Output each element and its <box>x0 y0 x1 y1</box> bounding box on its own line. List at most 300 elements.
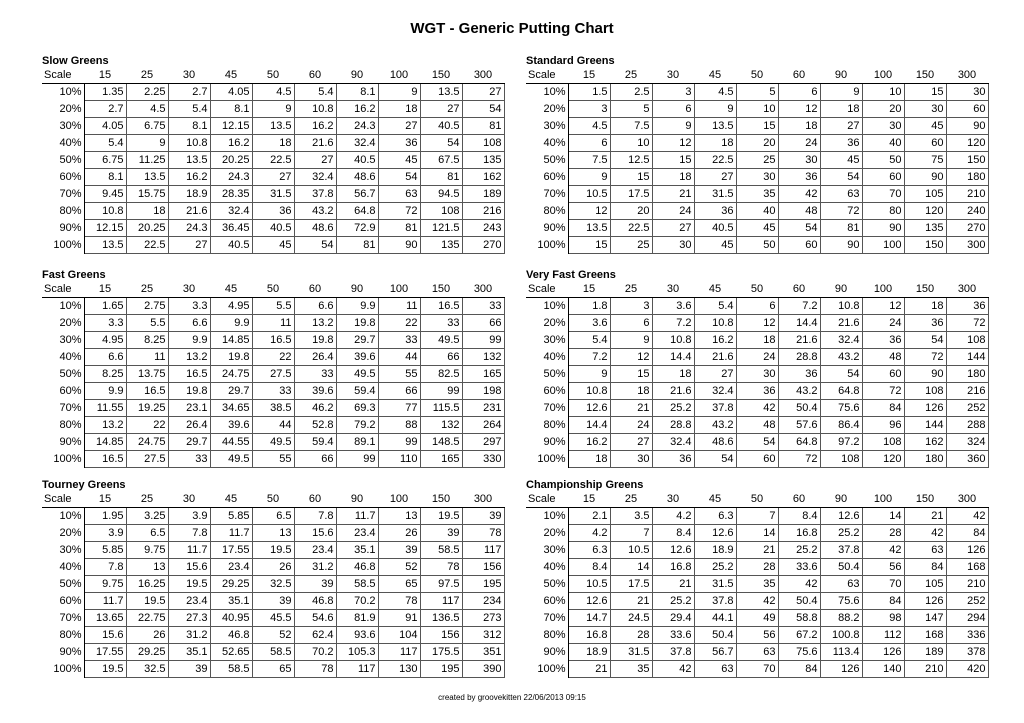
scale-label: 100% <box>42 237 84 254</box>
table-cell: 99 <box>420 383 462 400</box>
table-cell: 7.8 <box>294 508 336 525</box>
table-cell: 3.6 <box>568 315 610 332</box>
table-cell: 12 <box>610 349 652 366</box>
table-cell: 21 <box>652 186 694 203</box>
table-cell: 20 <box>610 203 652 220</box>
table-cell: 78 <box>420 559 462 576</box>
table-cell: 189 <box>904 644 946 661</box>
table-cell: 2.5 <box>610 84 652 101</box>
table-cell: 44.55 <box>210 434 252 451</box>
table-cell: 11.7 <box>84 593 126 610</box>
table-cell: 79.2 <box>336 417 378 434</box>
table-cell: 10.8 <box>652 332 694 349</box>
distance-header: 60 <box>294 492 336 508</box>
table-cell: 42 <box>736 400 778 417</box>
table-cell: 27 <box>168 237 210 254</box>
table-cell: 22.5 <box>694 152 736 169</box>
table-cell: 9.75 <box>84 576 126 593</box>
table-row <box>42 84 504 101</box>
table-cell: 78 <box>378 593 420 610</box>
table-cell: 32.5 <box>126 661 168 678</box>
scale-header: Scale <box>42 492 84 508</box>
table-cell: 19.5 <box>252 542 294 559</box>
table-cell: 14 <box>862 508 904 525</box>
table-cell: 39.6 <box>294 383 336 400</box>
table-cell: 45 <box>904 118 946 135</box>
table-cell: 39 <box>168 661 210 678</box>
table-row <box>526 559 988 576</box>
putting-table <box>42 492 505 678</box>
distance-header: 15 <box>84 68 126 84</box>
table-cell: 75.6 <box>820 400 862 417</box>
table-cell: 33 <box>294 366 336 383</box>
table-cell: 11.55 <box>84 400 126 417</box>
table-row <box>526 451 988 468</box>
table-cell: 30 <box>652 237 694 254</box>
table-cell: 33 <box>378 332 420 349</box>
table-cell: 63 <box>378 186 420 203</box>
table-cell: 39.6 <box>336 349 378 366</box>
table-row <box>526 400 988 417</box>
table-cell: 100.8 <box>820 627 862 644</box>
table-cell: 97.2 <box>820 434 862 451</box>
table-cell: 9 <box>694 101 736 118</box>
table-cell: 36.45 <box>210 220 252 237</box>
table-cell: 156 <box>462 559 504 576</box>
scale-label: 30% <box>42 332 84 349</box>
table-cell: 25 <box>610 237 652 254</box>
table-cell: 40.5 <box>420 118 462 135</box>
table-cell: 36 <box>904 315 946 332</box>
distance-header: 300 <box>946 282 988 298</box>
table-cell: 67.5 <box>420 152 462 169</box>
table-cell: 135 <box>904 220 946 237</box>
table-cell: 14.85 <box>84 434 126 451</box>
table-row <box>42 400 504 417</box>
table-cell: 21 <box>904 508 946 525</box>
table-cell: 12 <box>778 101 820 118</box>
table-cell: 21 <box>610 400 652 417</box>
table-cell: 90 <box>820 237 862 254</box>
table-cell: 21 <box>736 542 778 559</box>
table-cell: 26 <box>252 559 294 576</box>
table-row <box>526 298 988 315</box>
table-cell: 288 <box>946 417 988 434</box>
scale-label: 100% <box>526 451 568 468</box>
table-cell: 30 <box>904 101 946 118</box>
table-cell: 8.4 <box>778 508 820 525</box>
table-cell: 5 <box>610 101 652 118</box>
table-cell: 49.5 <box>252 434 294 451</box>
table-cell: 50.4 <box>778 400 820 417</box>
table-cell: 6.6 <box>168 315 210 332</box>
table-cell: 36 <box>694 203 736 220</box>
table-cell: 24 <box>778 135 820 152</box>
table-cell: 30 <box>736 366 778 383</box>
table-cell: 13.5 <box>168 152 210 169</box>
table-cell: 35.1 <box>336 542 378 559</box>
table-cell: 23.4 <box>210 559 252 576</box>
table-cell: 24.3 <box>336 118 378 135</box>
table-cell: 42 <box>904 525 946 542</box>
table-cell: 18 <box>904 298 946 315</box>
table-cell: 25.2 <box>820 525 862 542</box>
table-row <box>526 661 988 678</box>
table-cell: 59.4 <box>336 383 378 400</box>
table-cell: 44 <box>378 349 420 366</box>
table-cell: 110 <box>378 451 420 468</box>
table-cell: 11 <box>126 349 168 366</box>
table-cell: 162 <box>904 434 946 451</box>
table-cell: 18 <box>820 101 862 118</box>
table-cell: 64.8 <box>778 434 820 451</box>
table-row <box>526 349 988 366</box>
table-cell: 13.75 <box>126 366 168 383</box>
table-cell: 58.5 <box>210 661 252 678</box>
scale-label: 90% <box>526 434 568 451</box>
table-row <box>42 451 504 468</box>
table-row <box>526 186 988 203</box>
table-cell: 108 <box>820 451 862 468</box>
table-cell: 16.2 <box>294 118 336 135</box>
table-cell: 6.75 <box>126 118 168 135</box>
table-cell: 108 <box>862 434 904 451</box>
table-cell: 100 <box>862 237 904 254</box>
table-cell: 52.65 <box>210 644 252 661</box>
table-cell: 63 <box>820 576 862 593</box>
table-cell: 22.5 <box>252 152 294 169</box>
table-cell: 49 <box>736 610 778 627</box>
table-row <box>42 315 504 332</box>
distance-header: 50 <box>252 282 294 298</box>
table-cell: 19.5 <box>126 593 168 610</box>
scale-label: 80% <box>526 417 568 434</box>
table-cell: 112 <box>862 627 904 644</box>
table-cell: 10.8 <box>168 135 210 152</box>
table-cell: 64.8 <box>820 383 862 400</box>
table-cell: 1.8 <box>568 298 610 315</box>
table-cell: 29.25 <box>126 644 168 661</box>
table-cell: 18 <box>610 383 652 400</box>
table-cell: 33.6 <box>652 627 694 644</box>
table-cell: 55 <box>378 366 420 383</box>
table-cell: 120 <box>862 451 904 468</box>
table-cell: 90 <box>862 220 904 237</box>
table-cell: 2.7 <box>84 101 126 118</box>
table-cell: 9.45 <box>84 186 126 203</box>
table-cell: 23.4 <box>336 525 378 542</box>
table-cell: 26 <box>126 627 168 644</box>
table-cell: 13.65 <box>84 610 126 627</box>
table-cell: 5.4 <box>168 101 210 118</box>
table-cell: 12.15 <box>84 220 126 237</box>
table-cell: 165 <box>420 451 462 468</box>
table-cell: 15 <box>736 118 778 135</box>
table-cell: 64.8 <box>336 203 378 220</box>
table-cell: 63 <box>694 661 736 678</box>
table-cell: 3.25 <box>126 508 168 525</box>
table-row <box>42 383 504 400</box>
section-title: Fast Greens <box>42 269 106 281</box>
table-cell: 55 <box>252 451 294 468</box>
table-cell: 3.3 <box>84 315 126 332</box>
table-cell: 8.1 <box>168 118 210 135</box>
table-cell: 75.6 <box>820 593 862 610</box>
table-cell: 273 <box>462 610 504 627</box>
table-cell: 35.1 <box>168 644 210 661</box>
table-cell: 7 <box>610 525 652 542</box>
table-cell: 165 <box>462 366 504 383</box>
table-cell: 37.8 <box>294 186 336 203</box>
table-cell: 20.25 <box>210 152 252 169</box>
table-cell: 46.8 <box>336 559 378 576</box>
table-cell: 24.75 <box>126 434 168 451</box>
table-row <box>42 576 504 593</box>
table-cell: 6 <box>610 315 652 332</box>
table-cell: 54 <box>820 366 862 383</box>
table-cell: 72 <box>820 203 862 220</box>
table-cell: 86.4 <box>820 417 862 434</box>
table-cell: 4.5 <box>252 84 294 101</box>
table-cell: 16.25 <box>126 576 168 593</box>
table-cell: 5.4 <box>294 84 336 101</box>
putting-table <box>42 282 505 468</box>
table-cell: 28 <box>862 525 904 542</box>
table-cell: 18 <box>694 135 736 152</box>
table-cell: 26.4 <box>168 417 210 434</box>
table-cell: 2.25 <box>126 84 168 101</box>
table-row <box>42 525 504 542</box>
table-cell: 121.5 <box>420 220 462 237</box>
table-cell: 84 <box>862 400 904 417</box>
table-cell: 10 <box>736 101 778 118</box>
table-cell: 30 <box>736 169 778 186</box>
table-cell: 36 <box>378 135 420 152</box>
table-cell: 42 <box>736 593 778 610</box>
table-cell: 15.75 <box>126 186 168 203</box>
table-cell: 180 <box>904 451 946 468</box>
putting-table <box>42 68 505 254</box>
table-cell: 81 <box>420 169 462 186</box>
distance-header: 150 <box>420 492 462 508</box>
table-cell: 3 <box>610 298 652 315</box>
header-row <box>526 68 988 84</box>
table-cell: 135 <box>420 237 462 254</box>
distance-header: 50 <box>252 492 294 508</box>
table-cell: 45.5 <box>252 610 294 627</box>
scale-label: 30% <box>42 542 84 559</box>
table-cell: 9 <box>126 135 168 152</box>
table-cell: 31.5 <box>694 576 736 593</box>
table-cell: 20 <box>862 101 904 118</box>
table-cell: 32.4 <box>820 332 862 349</box>
table-cell: 13 <box>252 525 294 542</box>
scale-label: 10% <box>526 508 568 525</box>
scale-label: 90% <box>42 434 84 451</box>
table-cell: 40.5 <box>694 220 736 237</box>
scale-label: 70% <box>526 186 568 203</box>
table-cell: 11 <box>378 298 420 315</box>
table-row <box>42 366 504 383</box>
table-cell: 27 <box>252 169 294 186</box>
table-cell: 1.65 <box>84 298 126 315</box>
footer-credit: created by groovekitten 22/06/2013 09:15 <box>438 693 586 702</box>
table-cell: 108 <box>946 332 988 349</box>
table-cell: 72 <box>946 315 988 332</box>
table-cell: 28.8 <box>778 349 820 366</box>
table-cell: 210 <box>904 661 946 678</box>
distance-header: 30 <box>652 68 694 84</box>
table-cell: 66 <box>294 451 336 468</box>
scale-label: 100% <box>526 661 568 678</box>
table-row <box>526 152 988 169</box>
section-standard-greens <box>526 54 988 254</box>
table-cell: 24.3 <box>168 220 210 237</box>
table-row <box>526 644 988 661</box>
table-cell: 24.75 <box>210 366 252 383</box>
table-cell: 10.5 <box>610 542 652 559</box>
table-cell: 14.7 <box>568 610 610 627</box>
table-cell: 132 <box>462 349 504 366</box>
table-cell: 11.7 <box>336 508 378 525</box>
table-cell: 25.2 <box>778 542 820 559</box>
table-row <box>42 508 504 525</box>
table-row <box>42 220 504 237</box>
table-cell: 35 <box>736 186 778 203</box>
table-row <box>526 237 988 254</box>
table-cell: 216 <box>462 203 504 220</box>
table-cell: 18 <box>252 135 294 152</box>
table-cell: 126 <box>904 593 946 610</box>
scale-label: 70% <box>526 610 568 627</box>
scale-label: 100% <box>42 661 84 678</box>
table-cell: 56.7 <box>336 186 378 203</box>
scale-label: 70% <box>42 610 84 627</box>
table-cell: 58.5 <box>252 644 294 661</box>
scale-label: 70% <box>526 400 568 417</box>
scale-label: 80% <box>42 627 84 644</box>
table-cell: 50 <box>736 237 778 254</box>
table-cell: 19.8 <box>168 383 210 400</box>
table-cell: 37.8 <box>694 400 736 417</box>
table-cell: 264 <box>462 417 504 434</box>
scale-label: 60% <box>42 383 84 400</box>
distance-header: 25 <box>126 492 168 508</box>
section-title: Slow Greens <box>42 55 109 67</box>
distance-header: 30 <box>652 492 694 508</box>
scale-label: 40% <box>42 135 84 152</box>
table-cell: 27 <box>294 152 336 169</box>
distance-header: 90 <box>336 282 378 298</box>
table-cell: 40 <box>736 203 778 220</box>
table-cell: 36 <box>778 169 820 186</box>
table-cell: 6 <box>736 298 778 315</box>
table-cell: 99 <box>336 451 378 468</box>
scale-label: 50% <box>42 576 84 593</box>
table-cell: 7 <box>736 508 778 525</box>
table-cell: 17.55 <box>84 644 126 661</box>
table-cell: 6 <box>568 135 610 152</box>
table-cell: 13.5 <box>252 118 294 135</box>
table-row <box>42 135 504 152</box>
putting-table <box>526 282 989 468</box>
table-cell: 70.2 <box>336 593 378 610</box>
scale-label: 50% <box>526 152 568 169</box>
table-cell: 11.7 <box>210 525 252 542</box>
section-tourney-greens <box>42 478 504 678</box>
table-cell: 27.3 <box>168 610 210 627</box>
table-row <box>526 508 988 525</box>
table-row <box>42 237 504 254</box>
table-cell: 11.25 <box>126 152 168 169</box>
table-cell: 18.9 <box>168 186 210 203</box>
table-cell: 36 <box>820 135 862 152</box>
table-row <box>526 332 988 349</box>
table-cell: 39 <box>420 525 462 542</box>
table-row <box>42 118 504 135</box>
scale-label: 20% <box>42 525 84 542</box>
table-cell: 234 <box>462 593 504 610</box>
section-title: Standard Greens <box>526 55 615 67</box>
table-cell: 14.4 <box>568 417 610 434</box>
table-cell: 32.5 <box>252 576 294 593</box>
table-cell: 18 <box>126 203 168 220</box>
scale-label: 10% <box>42 84 84 101</box>
table-cell: 31.5 <box>252 186 294 203</box>
distance-header: 25 <box>126 68 168 84</box>
table-cell: 12 <box>862 298 904 315</box>
scale-header: Scale <box>526 282 568 298</box>
table-cell: 43.2 <box>820 349 862 366</box>
table-cell: 15 <box>652 152 694 169</box>
table-cell: 21.6 <box>778 332 820 349</box>
distance-header: 45 <box>210 492 252 508</box>
table-cell: 44.1 <box>694 610 736 627</box>
distance-header: 90 <box>820 492 862 508</box>
table-cell: 63 <box>736 644 778 661</box>
table-cell: 32.4 <box>336 135 378 152</box>
scale-label: 60% <box>526 593 568 610</box>
table-cell: 91 <box>378 610 420 627</box>
table-cell: 113.4 <box>820 644 862 661</box>
table-row <box>42 152 504 169</box>
table-row <box>526 203 988 220</box>
scale-header: Scale <box>526 68 568 84</box>
table-cell: 5.4 <box>694 298 736 315</box>
table-cell: 10.8 <box>694 315 736 332</box>
table-cell: 300 <box>946 237 988 254</box>
table-cell: 2.75 <box>126 298 168 315</box>
table-cell: 78 <box>294 661 336 678</box>
table-cell: 9.9 <box>84 383 126 400</box>
table-cell: 99 <box>462 332 504 349</box>
table-cell: 33 <box>168 451 210 468</box>
table-cell: 6.75 <box>84 152 126 169</box>
table-cell: 10.8 <box>820 298 862 315</box>
table-cell: 13 <box>126 559 168 576</box>
table-cell: 22 <box>252 349 294 366</box>
putting-table <box>526 492 989 678</box>
table-cell: 24.5 <box>610 610 652 627</box>
table-cell: 25.2 <box>652 593 694 610</box>
table-cell: 156 <box>420 627 462 644</box>
table-cell: 26 <box>378 525 420 542</box>
distance-header: 60 <box>778 492 820 508</box>
table-cell: 8.25 <box>126 332 168 349</box>
table-cell: 65 <box>378 576 420 593</box>
distance-header: 100 <box>862 68 904 84</box>
table-row <box>526 542 988 559</box>
